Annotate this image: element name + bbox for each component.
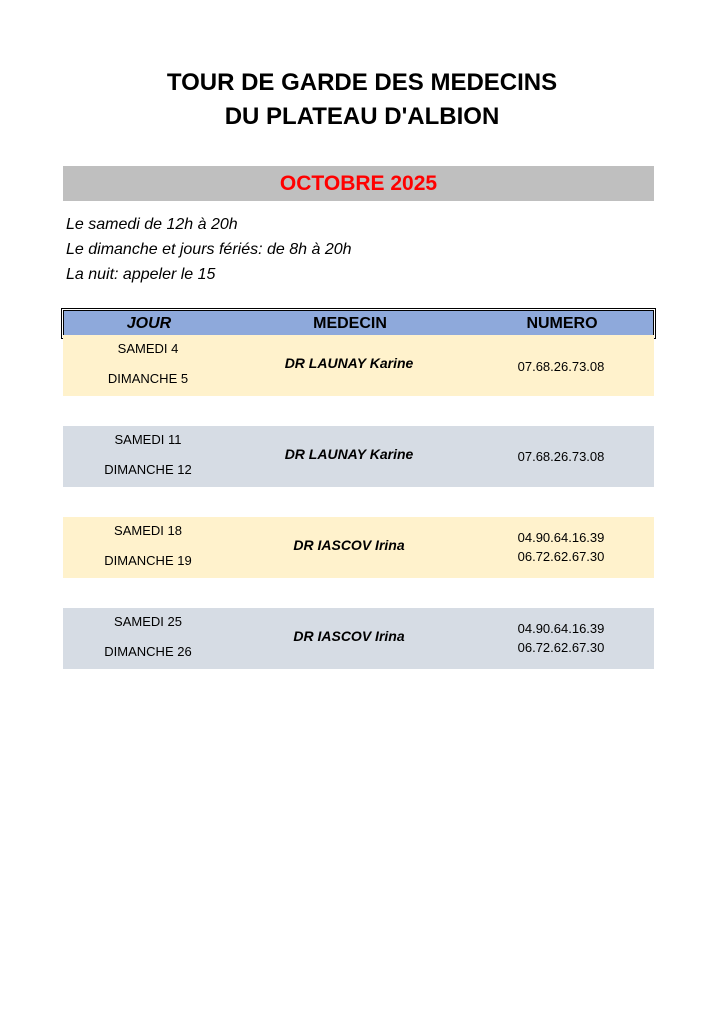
day-sunday: DIMANCHE 19 (104, 553, 192, 568)
schedule-notes (66, 212, 352, 287)
table-row (63, 608, 654, 669)
title-line-2: DU PLATEAU D'ALBION (224, 103, 500, 130)
day-saturday: SAMEDI 4 (117, 341, 179, 356)
header-jour: JOUR (126, 315, 172, 332)
phone-number: 04.90.64.16.39 (517, 530, 605, 545)
page-title (0, 66, 724, 134)
header-numero: NUMERO (526, 315, 598, 332)
phone-number: 04.90.64.16.39 (517, 621, 605, 636)
phone-number: 06.72.62.67.30 (517, 549, 605, 564)
month-banner: OCTOBRE 2025 (63, 166, 654, 201)
doctor-name: DR LAUNAY Karine (284, 446, 414, 462)
doctor-name: DR IASCOV Irina (293, 537, 405, 553)
table-row (63, 426, 654, 487)
day-sunday: DIMANCHE 26 (104, 644, 192, 659)
doctor-name: DR LAUNAY Karine (284, 355, 414, 371)
title-line-1: TOUR DE GARDE DES MEDECINS (166, 69, 558, 96)
day-saturday: SAMEDI 11 (114, 432, 182, 447)
phone-number: 07.68.26.73.08 (517, 359, 605, 374)
phone-numbers (461, 528, 661, 566)
table-row (63, 335, 654, 396)
phone-number: 07.68.26.73.08 (517, 449, 605, 464)
note-night: La nuit: appeler le 15 (66, 266, 216, 283)
phone-numbers (461, 357, 661, 376)
day-sunday: DIMANCHE 12 (104, 462, 192, 477)
note-sunday: Le dimanche et jours fériés: de 8h à 20h (66, 241, 352, 258)
phone-numbers (461, 447, 661, 466)
phone-number: 06.72.62.67.30 (517, 640, 605, 655)
phone-numbers (461, 619, 661, 657)
doctor-name: DR IASCOV Irina (293, 628, 405, 644)
day-saturday: SAMEDI 18 (114, 523, 182, 538)
table-row (63, 517, 654, 578)
note-saturday: Le samedi de 12h à 20h (66, 216, 238, 233)
day-sunday: DIMANCHE 5 (107, 371, 189, 386)
day-saturday: SAMEDI 25 (114, 614, 182, 629)
header-medecin: MEDECIN (313, 315, 387, 332)
